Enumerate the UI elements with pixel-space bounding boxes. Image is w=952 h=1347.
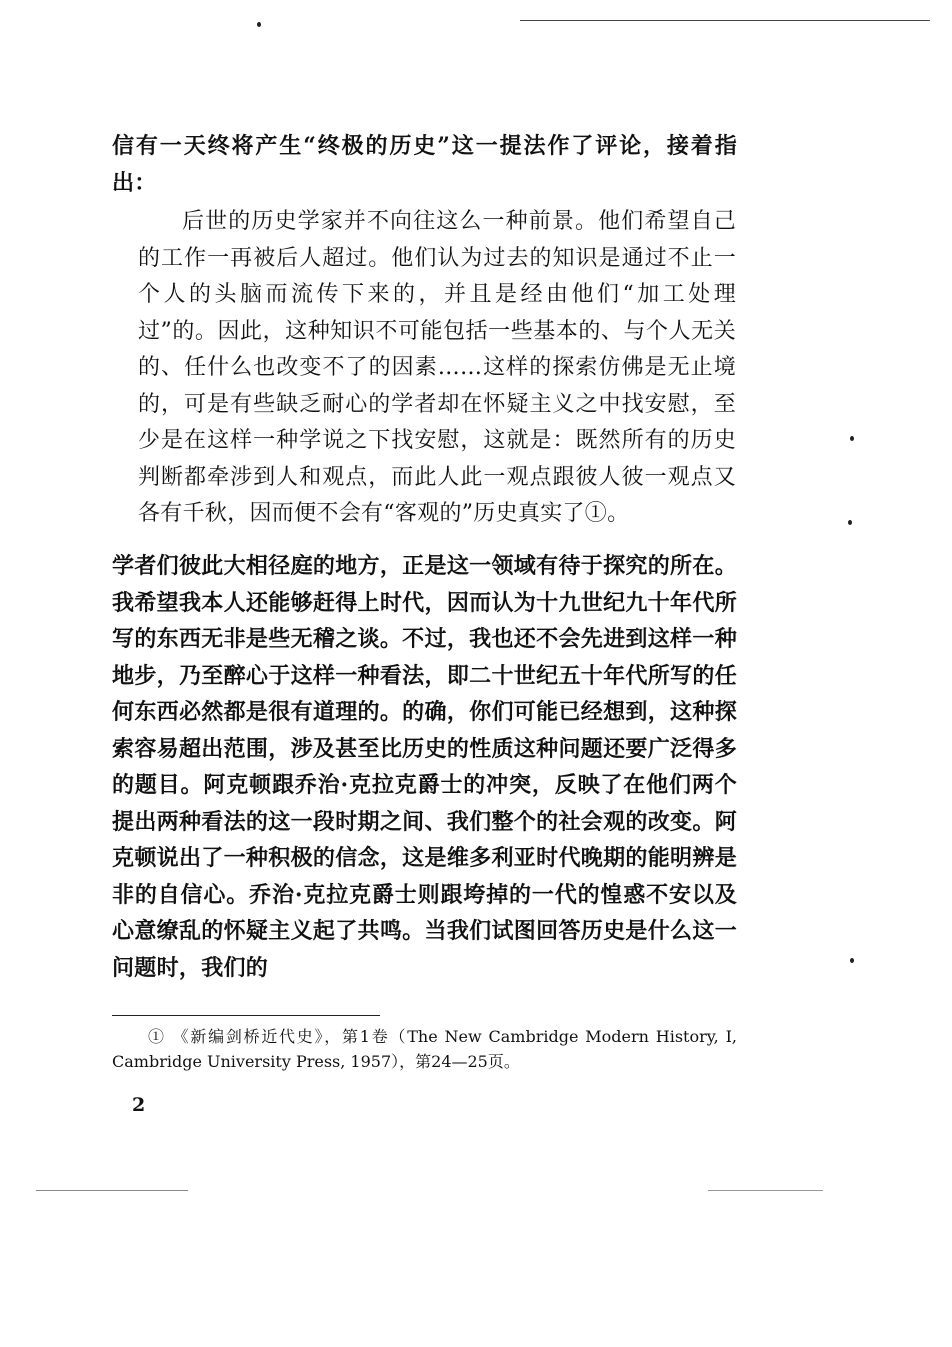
scan-edge-line-bottom-right [708, 1190, 823, 1191]
scan-speck [848, 520, 852, 525]
scan-speck [850, 958, 854, 963]
page-number: 2 [132, 1094, 146, 1116]
footnote: ① 《新编剑桥近代史》，第1卷（The New Cambridge Modern History, I, Cambridge University Press, 1957），第24—25页。 [112, 1027, 737, 1071]
scan-edge-line-bottom-left [36, 1190, 188, 1191]
block-quote: 后世的历史学家并不向往这么一种前景。他们希望自己的工作一再被后人超过。他们认为过去的知识是通过不止一个人的头脑而流传下来的，并且是经由他们“加工处理过”的。因此，这种知识不可能包括一些基本的、与个人无关的、任什么也改变不了的因素……这样的探索仿佛是无止境的，可是有些缺乏耐心的学者却在怀疑主义之中找安慰，至少是在这样一种学说之下找安慰，这就是：既然所有的历史判断都牵涉到人和观点，而此人此一观点跟彼人彼一观点又各有千秋，因而便不会有“客观的”历史真实了①。 [138, 209, 736, 526]
paragraph-body: 学者们彼此大相径庭的地方，正是这一领域有待于探究的所在。我希望我本人还能够赶得上时代，因而认为十九世纪九十年代所写的东西无非是些无稽之谈。不过，我也还不会先进到这样一种地步，乃至醉心于这样一种看法，即二十世纪五十年代所写的任何东西必然都是很有道理的。的确，你们可能已经想到，这种探索容易超出范围，涉及甚至比历史的性质这种问题还要广泛得多的题目。阿克顿跟乔治·克拉克爵士的冲突，反映了在他们两个提出两种看法的这一段时期之间、我们整个的社会观的改变。阿克顿说出了一种积极的信念，这是维多利亚时代晚期的能明辨是非的自信心。乔治·克拉克爵士则跟垮掉的一代的惶惑不安以及心意缭乱的怀疑主义起了共鸣。当我们试图回答历史是什么这一问题时，我们的 [112, 553, 737, 981]
scan-speck [257, 22, 261, 27]
paragraph-opening: 信有一天终将产生“终极的历史”这一提法作了评论，接着指出： [112, 133, 737, 196]
scan-edge-line-top [520, 20, 930, 21]
scan-speck [850, 436, 854, 441]
footnote-divider [112, 1015, 380, 1016]
